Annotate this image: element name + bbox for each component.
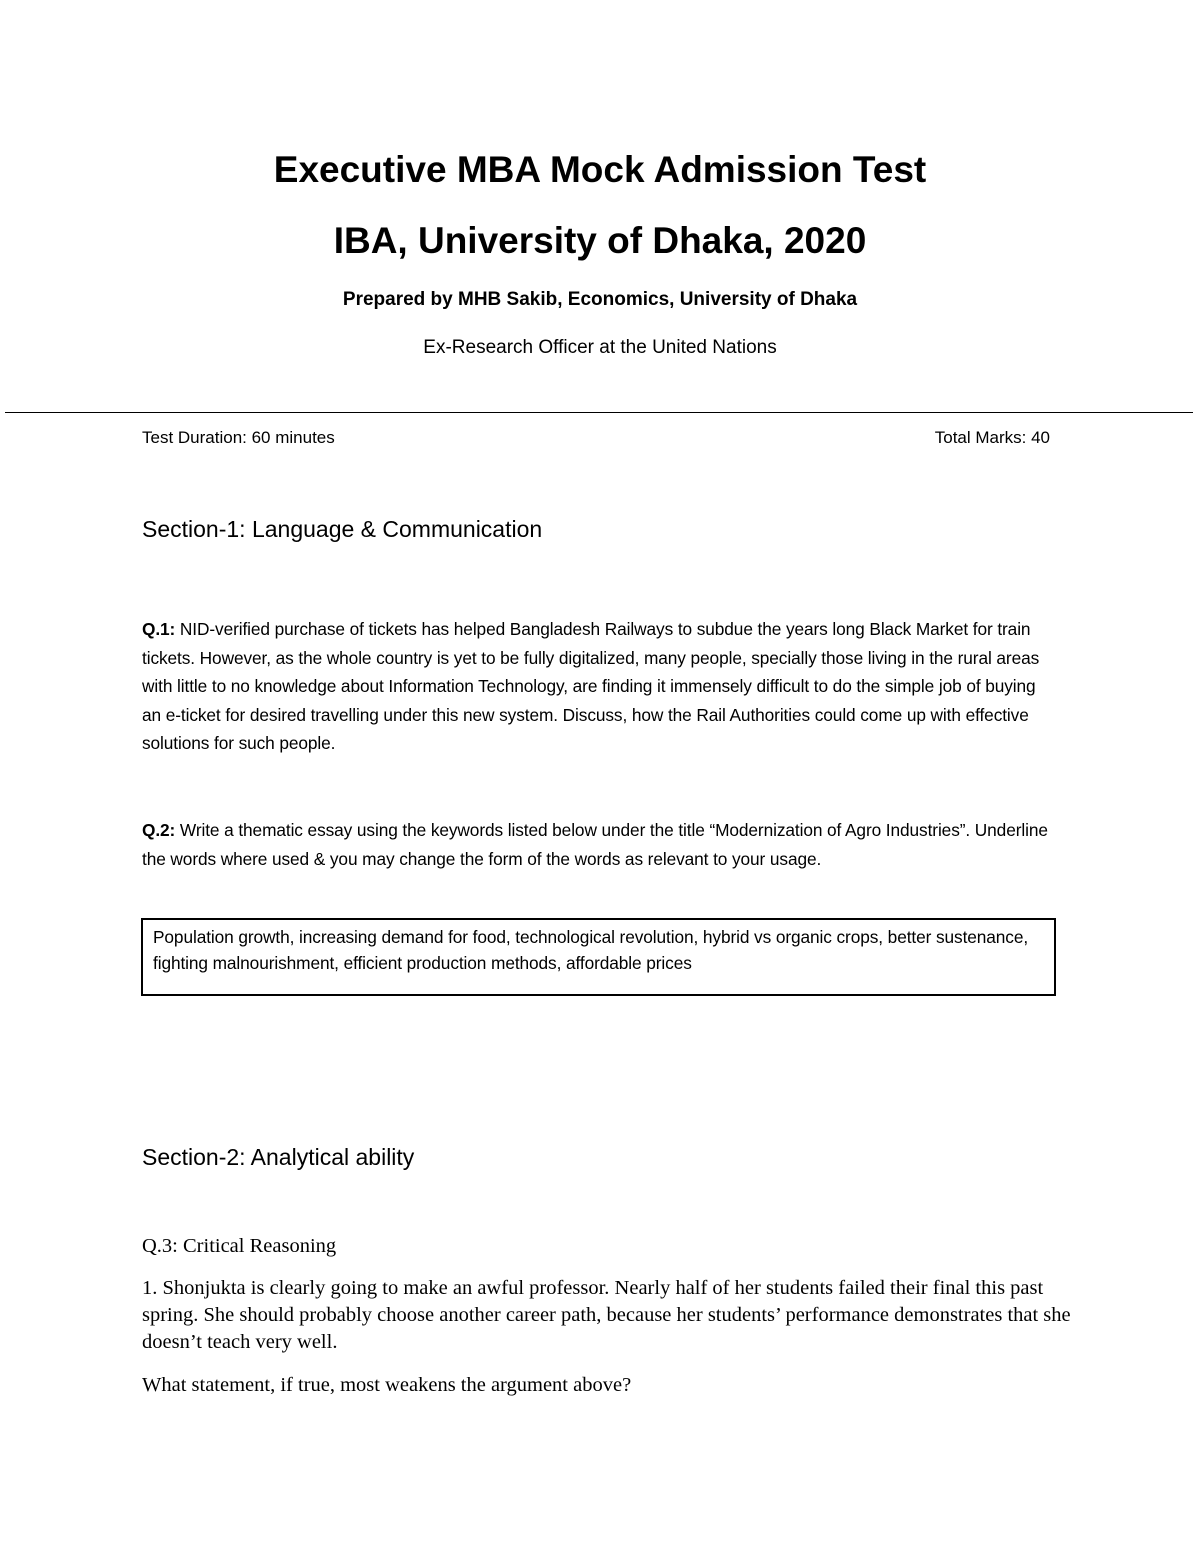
total-marks: Total Marks: 40 [934, 428, 1050, 447]
question-2-label: Q.2: [142, 820, 176, 840]
question-2-text: Write a thematic essay using the keywords listed below under the title “Modernization of Agro Industries”. Underline the words where used & you may change the form of the words as relevant to your usage. [142, 820, 1048, 869]
author-line: Prepared by MHB Sakib, Economics, University of Dhaka [342, 289, 858, 310]
section-2-heading: Section-2: Analytical ability [142, 1144, 415, 1170]
question-3-label: Q.3: Critical Reasoning [142, 1235, 337, 1257]
question-1-label: Q.1: [142, 619, 176, 639]
keywords-box: Population growth, increasing demand for food, technological revolution, hybrid vs organic crops, better sustenance, fighting malnourishment, efficient production methods, affordable prices [141, 918, 1056, 996]
document-subtitle: IBA, University of Dhaka, 2020 [333, 220, 867, 261]
question-2 [142, 816, 1057, 873]
critical-reasoning-item-1: 1. Shonjukta is clearly going to make an awful professor. Nearly half of her students failed their final this past spring. She should probably choose another career path, because her students’ performance demonstrates that she doesn’t teach very well. [142, 1277, 1071, 1353]
header-divider [5, 412, 1193, 413]
test-duration: Test Duration: 60 minutes [142, 428, 335, 447]
question-1 [142, 615, 1057, 758]
author-credential: Ex-Research Officer at the United Nations [423, 337, 777, 358]
document-title: Executive MBA Mock Admission Test [273, 149, 927, 190]
section-1-heading: Section-1: Language & Communication [142, 516, 543, 542]
critical-reasoning-question: What statement, if true, most weakens the argument above? [142, 1374, 632, 1396]
question-1-text: NID-verified purchase of tickets has helped Bangladesh Railways to subdue the years long Black Market for train tickets. However, as the whole country is yet to be fully digitalized, many people, specially those living in the rural areas with little to no knowledge about Information Technology, are finding it immensely difficult to do the simple job of buying an e-ticket for desired travelling under this new system. Discuss, how the Rail Authorities could come up with effective solutions for such people. [142, 619, 1040, 753]
